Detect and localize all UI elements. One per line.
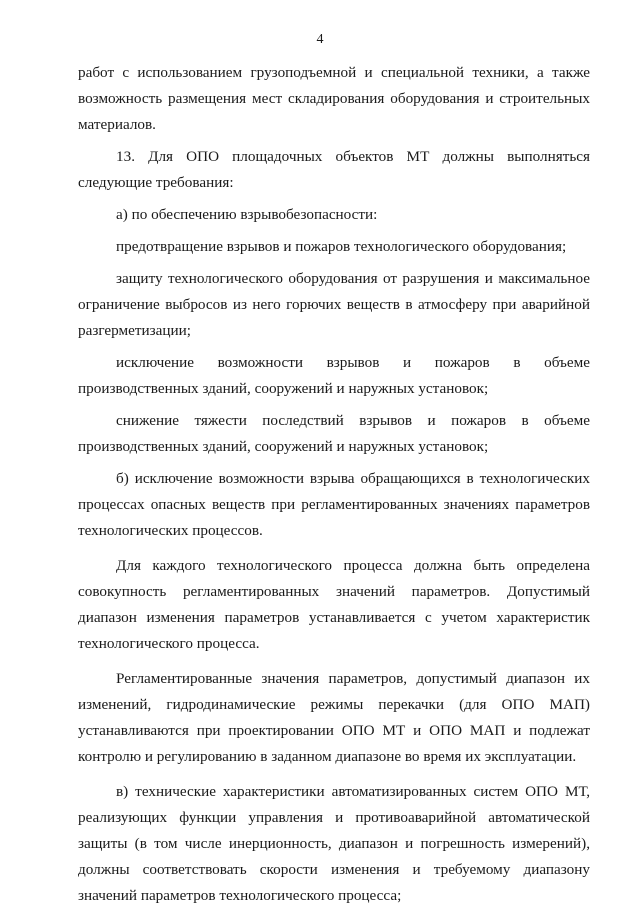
paragraph-subitem-b: б) исключение возможности взрыва обращающихся в технологических процессах опасных веществ при регламентированных значениях параметров технологических процессов. xyxy=(78,470,590,539)
paragraph-consequences: снижение тяжести последствий взрывов и пожаров в объеме производственных зданий, сооружений и наружных установок; xyxy=(78,412,590,455)
paragraph-equipment-protection: защиту технологического оборудования от разрушения и максимальное ограничение выбросов из него горючих веществ в атмосферу при аварийной разгерметизации; xyxy=(78,270,590,339)
paragraph-exclusion: исключение возможности взрывов и пожаров в объеме производственных зданий, сооружений и наружных установок; xyxy=(78,354,590,397)
paragraph-continuation: работ с использованием грузоподъемной и специальной техники, а также возможность размещения мест складирования оборудования и строительных материалов. xyxy=(78,64,590,133)
paragraph-process-parameters: Для каждого технологического процесса должна быть определена совокупность регламентированных значений параметров. Допустимый диапазон изменения параметров устанавливается с учетом характеристик технологического процесса. xyxy=(78,557,590,652)
paragraph-subitem-v: в) технические характеристики автоматизированных систем ОПО МТ, реализующих функции управления и противоаварийной автоматической защиты (в том числе инерционность, диапазон и погрешность измерений), должны соответствовать скорости изменения и требуемому диапазону значений параметров технологического процесса; xyxy=(78,783,590,904)
paragraph-prevention: предотвращение взрывов и пожаров технологического оборудования; xyxy=(116,238,567,255)
paragraph-subitem-a: а) по обеспечению взрывобезопасности: xyxy=(116,206,378,223)
paragraph-regulated-values: Регламентированные значения параметров, допустимый диапазон их изменений, гидродинамические режимы перекачки (для ОПО МАП) устанавливаются при проектировании ОПО МТ и ОПО МАП и подлежат контролю и регулированию в заданном диапазоне во время их эксплуатации. xyxy=(78,670,590,765)
paragraph-item-13: 13. Для ОПО площадочных объектов МТ должны выполняться следующие требования: xyxy=(78,148,590,191)
document-body xyxy=(78,60,590,909)
page-number: 4 xyxy=(316,32,324,47)
